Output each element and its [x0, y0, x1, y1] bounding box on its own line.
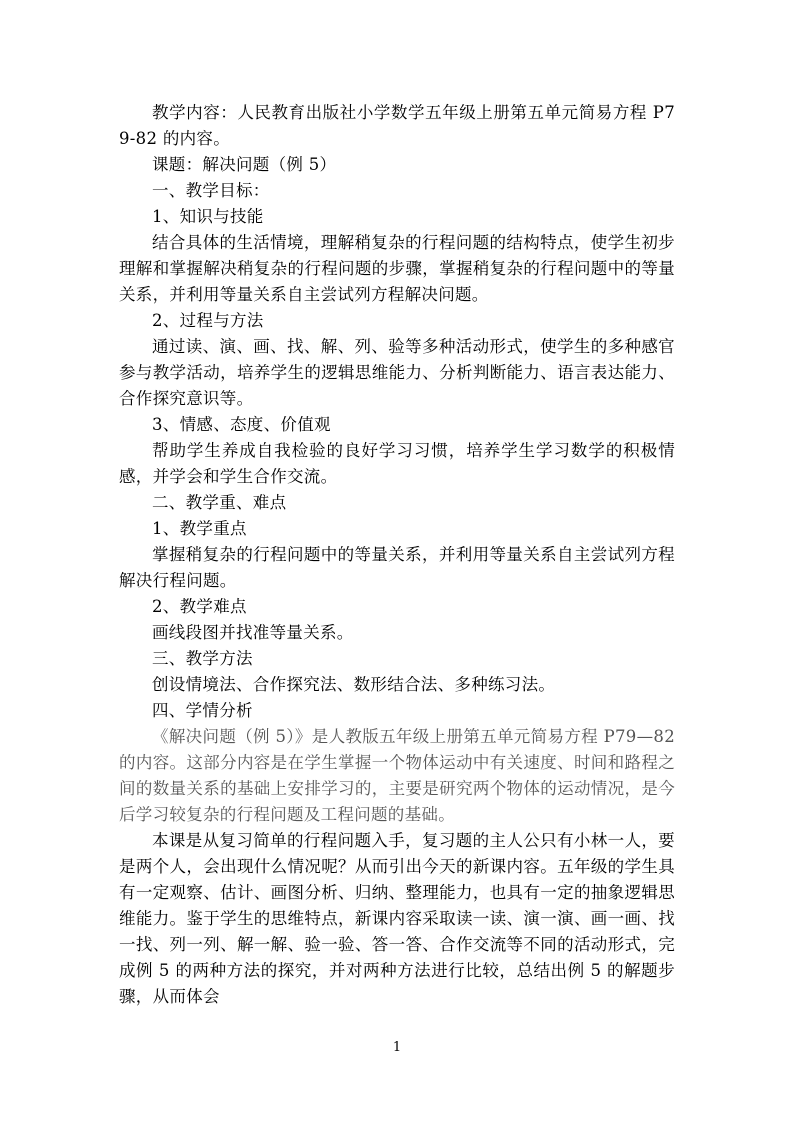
paragraph-teaching-methods: 创设情境法、合作探究法、数形结合法、多种练习法。: [152, 675, 556, 694]
heading-teaching-methods: 三、教学方法: [152, 649, 253, 668]
paragraph-key-points: 掌握稍复杂的行程问题中的等量关系，并利用等量关系自主尝试列方程解决行程问题。: [119, 545, 675, 590]
paragraph-process-methods: 通过读、演、画、找、解、列、验等多种活动形式，使学生的多种感官参与教学活动，培养学生的逻辑思维能力、分析判断能力、语言表达能力、合作探究意识等。: [119, 337, 675, 408]
subheading-process-methods: 2、过程与方法: [152, 311, 264, 330]
paragraph-learning-analysis-1: 《解决问题（例 5）》是人教版五年级上册第五单元简易方程 P79—82 的内容。这部分内容是在学生掌握一个物体运动中有关速度、时间和路程之间的数量关系的基础上安排学习的，主要是研究两个物体的运动情况，是今后学习较复杂的行程问题及工程问题的基础。: [119, 727, 675, 824]
subheading-emotion-attitude-values: 3、情感、态度、价值观: [152, 415, 331, 434]
subheading-knowledge-skills: 1、知识与技能: [152, 207, 264, 226]
heading-key-difficult-points: 二、教学重、难点: [152, 493, 287, 512]
paragraph-difficult-points: 画线段图并找准等量关系。: [152, 623, 354, 642]
heading-teaching-objectives: 一、教学目标：: [152, 181, 270, 200]
paragraph-emotion-attitude-values: 帮助学生养成自我检验的良好学习习惯，培养学生学习数学的积极情感，并学会和学生合作交流。: [119, 441, 675, 486]
paragraph-lesson-title: 课题：解决问题（例 5）: [152, 155, 337, 174]
subheading-key-points: 1、教学重点: [152, 519, 247, 538]
paragraph-knowledge-skills: 结合具体的生活情境，理解稍复杂的行程问题的结构特点，使学生初步理解和掌握解决稍复杂的行程问题的步骤，掌握稍复杂的行程问题中的等量关系，并利用等量关系自主尝试列方程解决问题。: [119, 233, 675, 304]
subheading-difficult-points: 2、教学难点: [152, 597, 247, 616]
page-number: 1: [392, 1040, 402, 1055]
paragraph-learning-analysis-2: 本课是从复习简单的行程问题入手，复习题的主人公只有小林一人，要是两个人，会出现什么情况呢？从而引出今天的新课内容。五年级的学生具有一定观察、估计、画图分析、归纳、整理能力，也具有一定的抽象逻辑思维能力。鉴于学生的思维特点，新课内容采取读一读、演一演、画一画、找一找、列一列、解一解、验一验、答一答、合作交流等不同的活动形式，完成例 5 的两种方法的探究，并对两种方法进行比较，总结出例 5 的解题步骤，从而体会: [119, 831, 675, 1006]
document-body: [119, 100, 675, 1010]
paragraph-teaching-content: 教学内容：人民教育出版社小学数学五年级上册第五单元简易方程 P79-82 的内容。: [119, 103, 675, 148]
heading-learning-analysis: 四、学情分析: [152, 701, 253, 720]
